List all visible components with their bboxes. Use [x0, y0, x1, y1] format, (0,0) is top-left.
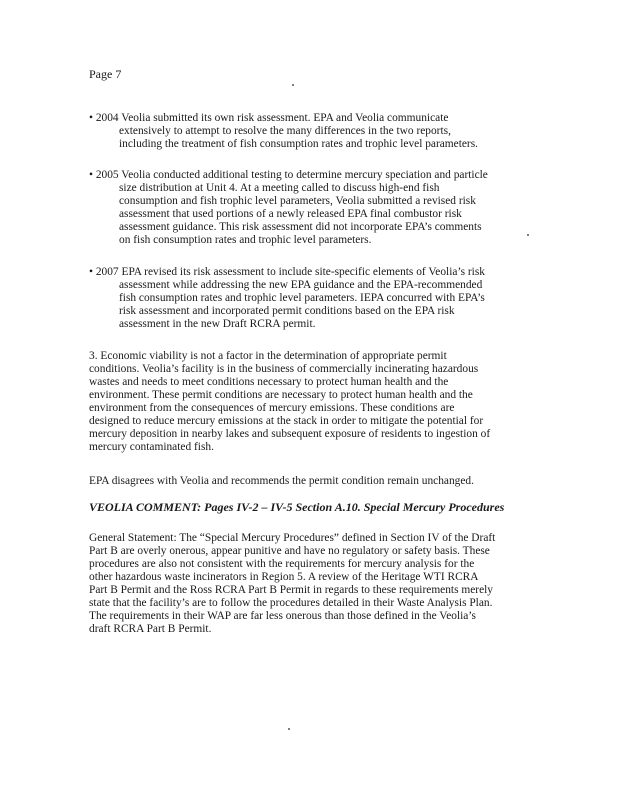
bullet-line: assessment in the new Draft RCRA permit. — [119, 318, 316, 330]
paragraph-line: mercury deposition in nearby lakes and subsequent exposure of residents to ingestion of — [89, 428, 491, 440]
bullet-first-line: Veolia conducted additional testing to determine mercury speciation and particle — [121, 169, 488, 181]
bullet-year: • 2005 — [89, 169, 119, 181]
page-number: Page 7 — [89, 67, 122, 81]
paragraph-line: 3. Economic viability is not a factor in the determination of appropriate permit — [89, 350, 447, 362]
scan-speck — [527, 234, 529, 236]
scan-speck — [288, 728, 290, 730]
bullet-line: including the treatment of fish consumption rates and trophic level parameters. — [119, 138, 479, 150]
bullet-line: size distribution at Unit 4. At a meeting called to discuss high-end fish — [119, 182, 440, 194]
bullet-line: consumption and fish trophic level parameters, Veolia submitted a revised risk — [119, 195, 476, 207]
paragraph-line: designed to reduce mercury emissions at the stack in order to mitigate the potential for — [89, 415, 484, 427]
paragraph-line: wastes and needs to meet conditions necessary to protect human health and the — [89, 376, 449, 388]
bullet-line: assessment guidance. This risk assessment did not incorporate EPA’s comments — [119, 221, 482, 233]
bullet-first-line: Veolia submitted its own risk assessment. EPA and Veolia communicate — [121, 112, 449, 124]
paragraph-line: other hazardous waste incinerators in Region 5. A review of the Heritage WTI RCRA — [89, 571, 479, 583]
bullet-year: • 2007 — [89, 266, 119, 278]
bullet-2005 — [89, 169, 529, 247]
epa-statement: EPA disagrees with Veolia and recommends the permit condition remain unchanged. — [89, 475, 474, 487]
bullet-2007 — [89, 266, 529, 331]
bullet-line: fish consumption rates and trophic level parameters. IEPA concurred with EPA’s — [119, 292, 485, 304]
bullet-2004 — [89, 112, 529, 151]
bullet-year: • 2004 — [89, 112, 119, 124]
paragraph-line: environment. These permit conditions are necessary to protect human health and the — [89, 389, 473, 401]
paragraph-line: mercury contaminated fish. — [89, 441, 214, 453]
bullet-line: assessment while addressing the new EPA guidance and the EPA-recommended — [119, 279, 483, 291]
veolia-comment-heading: VEOLIA COMMENT: Pages IV-2 – IV-5 Section A.10. Special Mercury Procedures — [89, 500, 505, 514]
scan-speck — [292, 84, 294, 86]
bullet-line: risk assessment and incorporated permit conditions based on the EPA risk — [119, 305, 455, 317]
paragraph-line: procedures are also not consistent with the requirements for mercury analysis for the — [89, 558, 475, 570]
bullet-first-line: EPA revised its risk assessment to include site-specific elements of Veolia’s risk — [121, 266, 485, 278]
general-statement — [89, 532, 529, 636]
paragraph-line: state that the facility’s are to follow the procedures detailed in their Waste Analysis Plan. — [89, 597, 493, 609]
paragraph-line: draft RCRA Part B Permit. — [89, 623, 212, 635]
paragraph-line: Part B are overly onerous, appear punitive and have no regulatory or safety basis. These — [89, 545, 490, 557]
paragraph-line: The requirements in their WAP are far less onerous than those defined in the Veolia’s — [89, 610, 476, 622]
bullet-line: extensively to attempt to resolve the many differences in the two reports, — [119, 125, 451, 137]
paragraph-line: General Statement: The “Special Mercury Procedures” defined in Section IV of the Draft — [89, 532, 496, 544]
bullet-line: on fish consumption rates and trophic level parameters. — [119, 234, 372, 246]
paragraph-economic-viability — [89, 350, 529, 454]
paragraph-line: Part B Permit and the Ross RCRA Part B Permit in regards to these requirements merely — [89, 584, 493, 596]
bullet-line: assessment that used portions of a newly released EPA final combustor risk — [119, 208, 462, 220]
paragraph-line: conditions. Veolia’s facility is in the business of commercially incinerating hazardous — [89, 363, 479, 375]
paragraph-line: environment from the consequences of mercury emissions. These conditions are — [89, 402, 455, 414]
